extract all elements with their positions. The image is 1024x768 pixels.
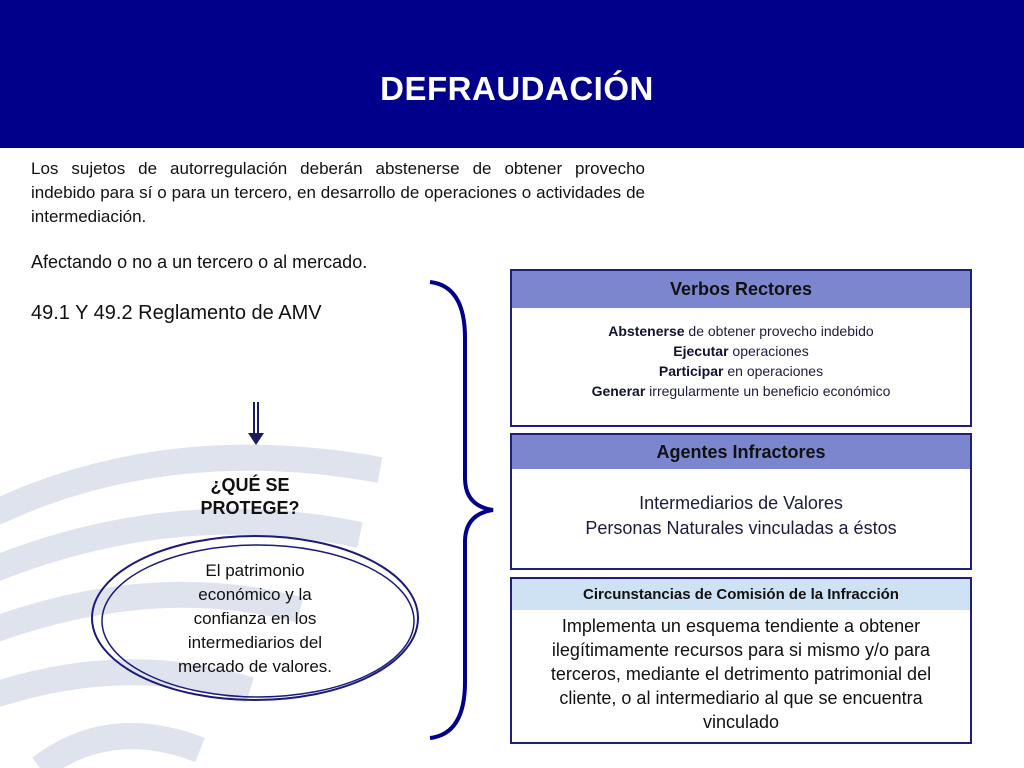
- verbos-list: [512, 308, 970, 401]
- agentes-infractores-box: [510, 433, 972, 570]
- verb-item: Ejecutar operaciones: [673, 343, 809, 359]
- slide-title: DEFRAUDACIÓN: [380, 70, 654, 107]
- question-line-2: PROTEGE?: [200, 498, 300, 518]
- down-arrow-icon: [245, 402, 267, 446]
- regulation-reference: 49.1 Y 49.2 Reglamento de AMV: [31, 302, 322, 324]
- circunstancias-text: [512, 610, 970, 734]
- agent-item: Personas Naturales vinculadas a éstos: [585, 518, 897, 538]
- question-heading: [175, 474, 325, 520]
- circunstancias-line: vinculado: [702, 712, 780, 732]
- circunstancias-line: ilegítimamente recursos para si mismo y/o para: [551, 640, 931, 660]
- affecting-note: Afectando o no a un tercero o al mercado.: [31, 252, 368, 272]
- curly-brace: [425, 278, 505, 748]
- protected-text: [165, 559, 345, 679]
- protected-line: intermediarios del: [187, 633, 323, 652]
- protected-line: económico y la: [198, 585, 312, 604]
- agentes-infractores-title: Agentes Infractores: [512, 435, 970, 469]
- protected-line: confianza en los: [193, 609, 317, 628]
- verbos-rectores-box: [510, 269, 972, 427]
- verb-item: Generar irregularmente un beneficio económico: [591, 383, 891, 399]
- verb-item: Abstenerse de obtener provecho indebido: [608, 323, 874, 339]
- verb-item: Participar en operaciones: [658, 363, 824, 379]
- circunstancias-line: cliente, o al intermediario al que se encuentra: [559, 688, 923, 708]
- circunstancias-line: Implementa un esquema tendiente a obtener: [561, 616, 921, 636]
- agent-item: Intermediarios de Valores: [639, 493, 843, 513]
- protected-line: mercado de valores.: [177, 657, 333, 676]
- protected-line: El patrimonio: [205, 561, 305, 580]
- intro-paragraph: Los sujetos de autorregulación deberán abstenerse de obtener provecho indebido para sí o para un tercero, en desarrollo de operaciones o actividades de intermediación.: [31, 159, 645, 226]
- circunstancias-line: terceros, mediante el detrimento patrimonial del: [550, 664, 932, 684]
- circunstancias-box: [510, 577, 972, 744]
- question-line-1: ¿QUÉ SE: [210, 475, 290, 495]
- agentes-list: [512, 469, 970, 541]
- circunstancias-title: Circunstancias de Comisión de la Infracción: [512, 579, 970, 610]
- verbos-rectores-title: Verbos Rectores: [512, 271, 970, 308]
